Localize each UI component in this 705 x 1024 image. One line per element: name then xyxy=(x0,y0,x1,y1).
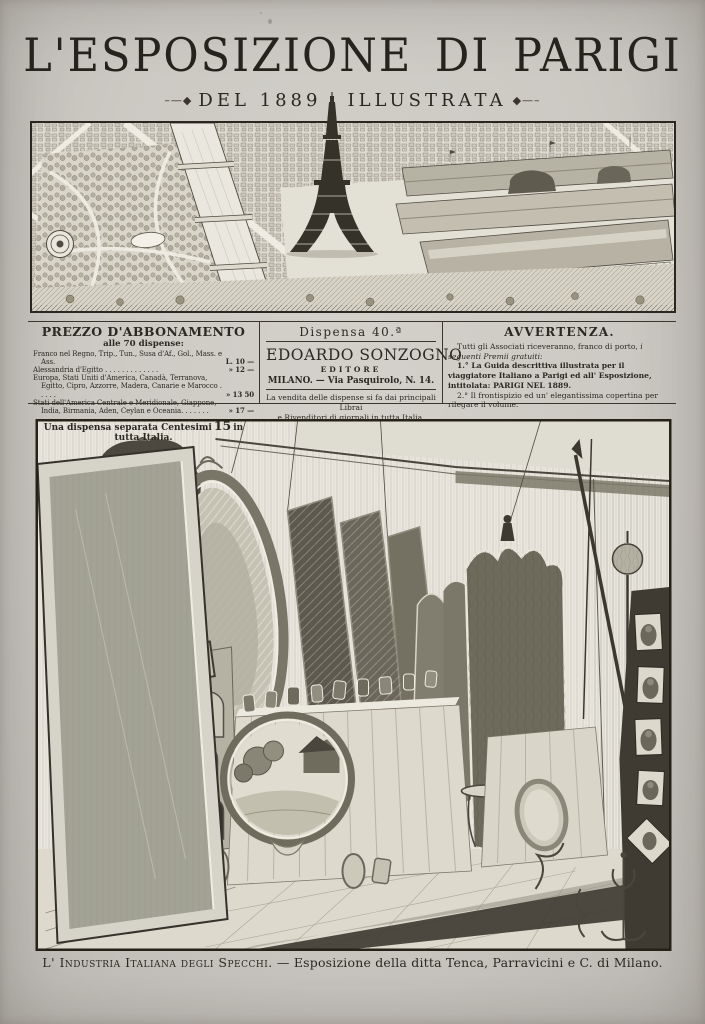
single-issue-price: Una dispensa separata Centesimi 15 in tutta Italia. xyxy=(43,417,244,443)
subscription-prices-column xyxy=(28,322,259,443)
notice-intro: Tutti gli Associati riceveranno, franco di porto, i seguenti Premii gratuiti: xyxy=(448,342,643,361)
issue-number: Dispensa 40.ª xyxy=(266,322,436,342)
giant-leaning-mirror xyxy=(38,447,228,943)
notice-item-1: 1.° La Guida descrittiva illustrata per il viaggiatore Italiano a Parigi ed all' Esposizione, intitolata: PARIGI NEL 1889. xyxy=(448,361,652,390)
notice-heading: AVVERTENZA. xyxy=(504,325,615,339)
figure-caption xyxy=(0,955,705,970)
aerial-view-engraving xyxy=(30,92,676,314)
aerial-engraving-svg xyxy=(30,92,676,314)
subtitle-left: DEL 1889 xyxy=(198,90,322,111)
caption-title: L' Industria Italiana degli Specchi. xyxy=(42,955,273,970)
caption-separator: — xyxy=(276,955,290,970)
subscription-info-bar xyxy=(28,321,676,443)
mirrors-engraving-svg xyxy=(35,419,672,951)
publisher-name: EDOARDO SONZOGNO xyxy=(266,346,463,364)
sales-note: La vendita delle dispense si fa dai principali Librai e Rivenditori di giornali in tutta Italia. xyxy=(266,389,436,423)
subtitle-right: ILLUSTRATA xyxy=(347,90,507,111)
page-title: L'ESPOSIZIONE DI PARIGI xyxy=(23,29,682,83)
paper-speck xyxy=(260,12,262,14)
publisher-address: MILANO. — Via Pasquirolo, N. 14. xyxy=(267,376,435,386)
ornament-right: ◆—– xyxy=(512,94,541,107)
notice-item-2: 2.° Il frontispizio ed un' elegantissima copertina per rilegare il volume. xyxy=(448,390,658,410)
price-row: Alessandria d'Egitto . . . . . . . . . . . . . » 12 — xyxy=(33,365,254,375)
price-row: Stati dell'America Centrale e Meridionale, Giappone, India, Birmania, Aden, Ceylan e Oceania. . . . . . . » 17 — xyxy=(33,398,254,415)
paper-speck xyxy=(268,19,272,24)
publisher-role: EDITORE xyxy=(320,365,382,374)
price-row: Franco nel Regno, Trip., Tun., Susa d'Af., Gol., Mass. e Ass. L. 10 — xyxy=(33,350,254,367)
prices-subheading: alle 70 dispense: xyxy=(103,339,184,349)
caption-text: Esposizione della ditta Tenca, Parravicini e C. di Milano. xyxy=(293,955,663,970)
ornament-left: –—◆ xyxy=(164,94,193,107)
right-table xyxy=(482,727,608,867)
notice-column xyxy=(443,322,676,410)
publisher-column xyxy=(259,322,463,422)
prices-heading: PREZZO D'ABBONAMENTO xyxy=(41,324,246,339)
mirrors-exhibition-engraving xyxy=(35,419,672,951)
fountain-rotunda xyxy=(47,231,74,258)
price-row: Europa, Stati Uniti d'America, Canadà, Terranova, Egitto, Cipro, Azzorre, Madera, Canarie e Marocco . . . . . » 13 50 xyxy=(33,374,254,399)
